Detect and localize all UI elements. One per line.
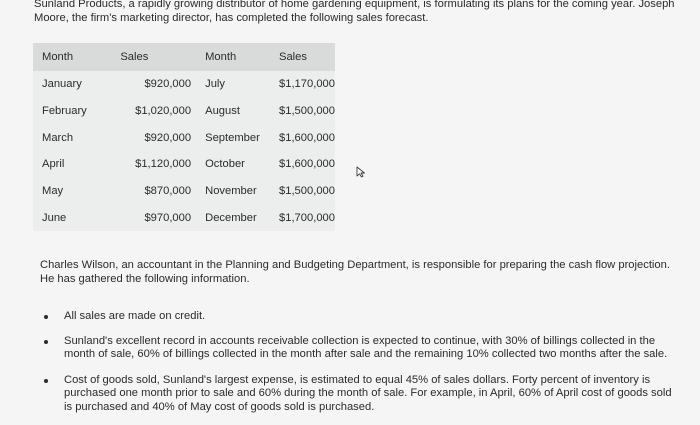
month-cell: July	[205, 78, 226, 91]
sales-forecast-table	[33, 43, 335, 231]
sales-cell: $920,000	[144, 78, 192, 91]
sales-cell: $1,120,000	[135, 158, 192, 171]
list-item	[40, 335, 680, 362]
table-row	[33, 178, 335, 205]
sales-cell: $1,600,000	[279, 158, 335, 171]
month-cell: May	[42, 184, 64, 197]
month-cell: December	[205, 211, 257, 224]
list-item-text: All sales are made on credit.	[64, 310, 206, 322]
header-sales-2: Sales	[273, 43, 335, 71]
table-header-row	[33, 43, 335, 71]
sales-cell: $1,500,000	[279, 184, 335, 197]
month-cell: November	[205, 184, 257, 197]
sales-cell: $970,000	[144, 211, 192, 224]
bullet-icon	[44, 379, 48, 383]
table-row	[33, 204, 335, 231]
header-month-1: Month	[33, 43, 106, 71]
month-cell: January	[42, 78, 82, 91]
table-row	[33, 124, 335, 151]
sales-cell: $1,170,000	[279, 78, 335, 91]
month-cell: August	[205, 104, 240, 117]
month-cell: February	[42, 104, 87, 117]
list-item	[40, 310, 680, 324]
month-cell: April	[42, 158, 65, 171]
table-row	[33, 151, 335, 178]
sales-cell: $1,500,000	[279, 104, 335, 117]
info-paragraph: Charles Wilson, an accountant in the Planning and Budgeting Department, is responsible for preparing the cash flow projection. He has gathered the following information.	[40, 259, 670, 285]
sales-cell: $1,020,000	[135, 104, 192, 117]
sales-cell: $1,700,000	[279, 211, 335, 224]
month-cell: March	[42, 131, 74, 144]
sales-cell: $870,000	[144, 184, 192, 197]
table-row	[33, 98, 335, 125]
bullet-icon	[44, 315, 48, 319]
header-month-2: Month	[197, 43, 273, 71]
header-sales-1: Sales	[106, 43, 197, 71]
month-cell: October	[205, 158, 245, 171]
sales-cell: $1,600,000	[279, 131, 335, 144]
list-item-text: Sunland's excellent record in accounts receivable collection is expected to continue, with 30% of billings collected in the month of sale, 60% of billings collected in the month after sale and the remaining 10% collected two months after the sale.	[64, 334, 668, 360]
mouse-pointer-icon	[356, 166, 366, 178]
table-row	[33, 71, 335, 98]
month-cell: June	[42, 211, 67, 224]
sales-cell: $920,000	[144, 131, 192, 144]
list-item-text: Cost of goods sold, Sunland's largest expense, is estimated to equal 45% of sales dollars. Forty percent of inventory is purchased one month prior to sale and 60% during the month of sale. For example, in April, 60% of April cost of goods sold is purchased and 40% of May cost of goods sold is purchased.	[64, 373, 672, 413]
month-cell: September	[205, 131, 260, 144]
assumptions-list	[40, 310, 680, 414]
bullet-icon	[44, 340, 48, 344]
list-item	[40, 374, 680, 415]
intro-paragraph: Sunland Products, a rapidly growing distributor of home gardening equipment, is formulating its plans for the coming year. Joseph Moore, the firm's marketing director, has completed the following sales forecast.	[34, 0, 675, 24]
